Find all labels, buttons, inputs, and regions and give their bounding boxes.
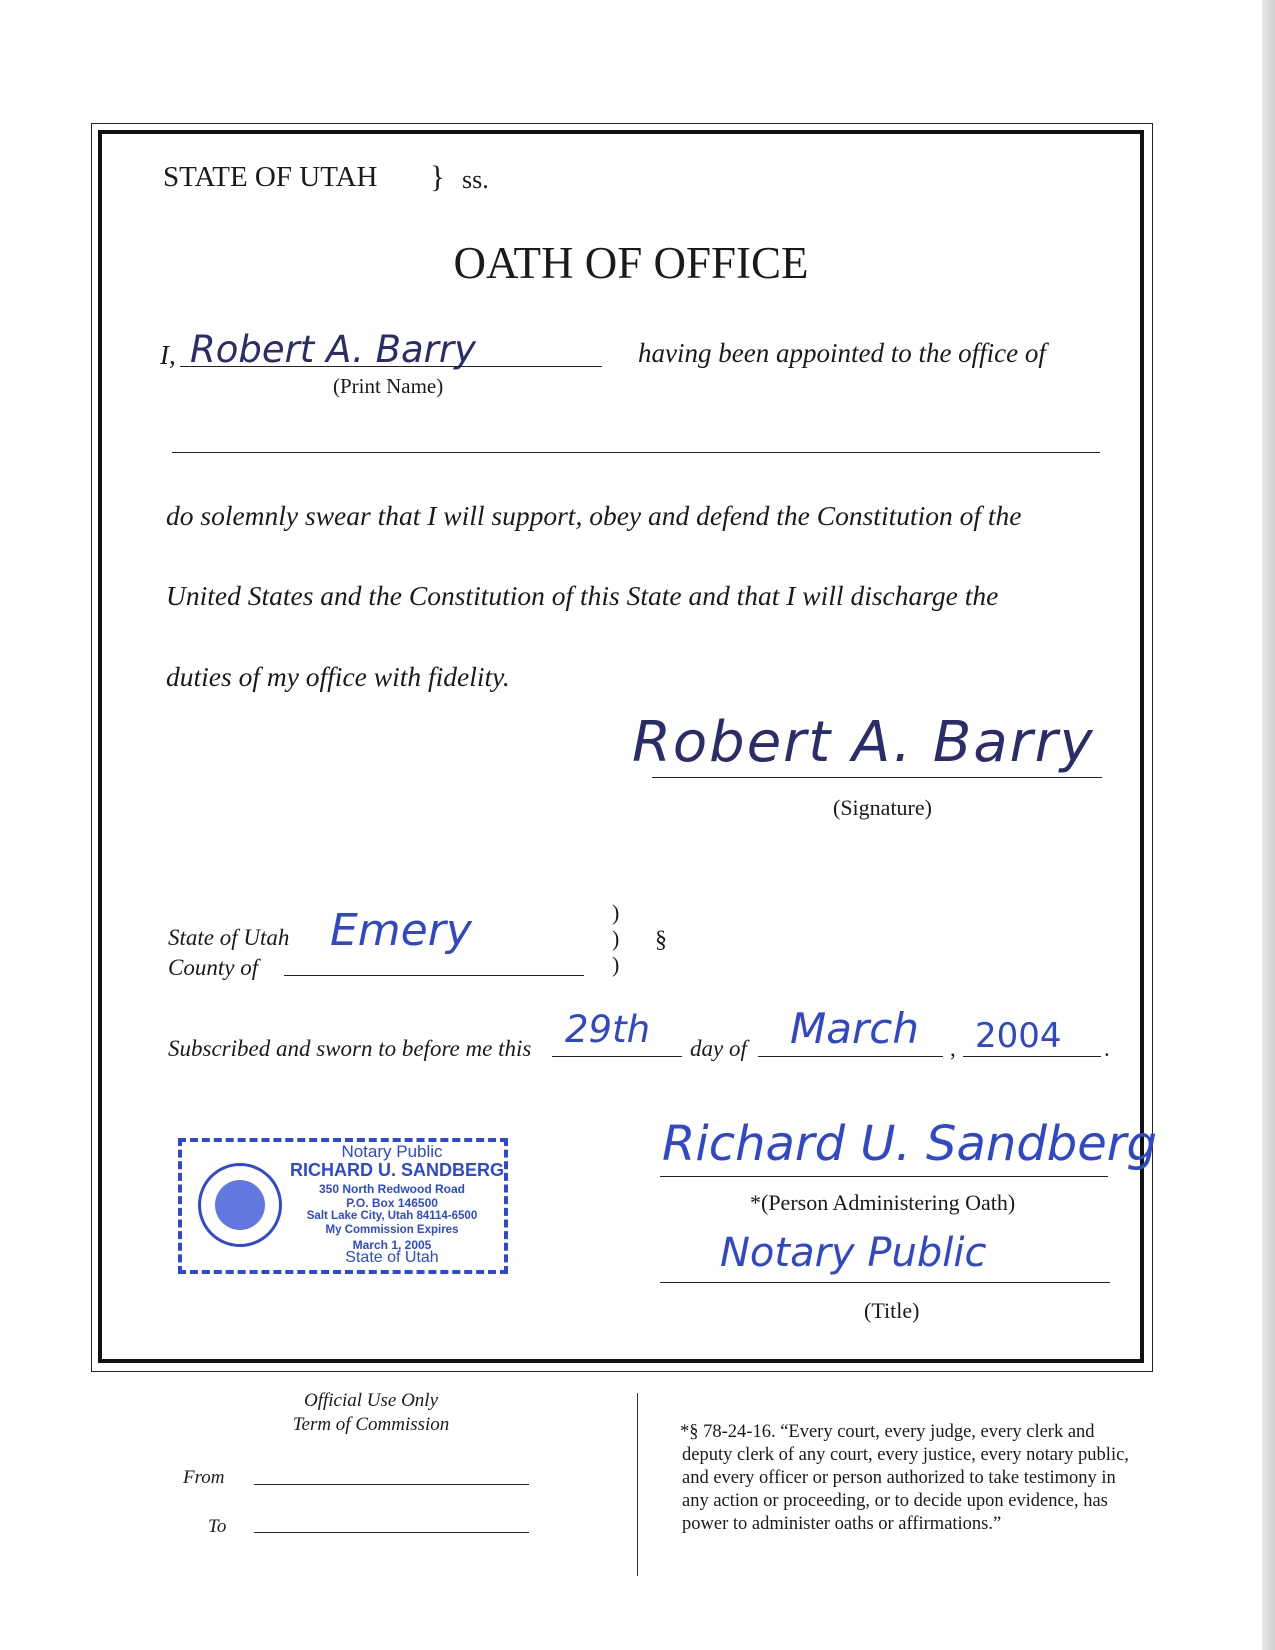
paren-3: ) bbox=[612, 952, 620, 977]
state-heading: STATE OF UTAH bbox=[163, 161, 378, 193]
administrator-signature-handwriting: Richard U. Sandberg bbox=[662, 1116, 1157, 1172]
state-brace: } bbox=[430, 159, 445, 194]
subscribed-text: Subscribed and sworn to before me this bbox=[168, 1036, 532, 1061]
term-of-commission-heading: Term of Commission bbox=[292, 1414, 450, 1435]
footnote-line-3: and every officer or person authorized to take testimony in bbox=[682, 1468, 1116, 1488]
stamp-line-2: RICHARD U. SANDBERG bbox=[290, 1160, 505, 1180]
county-line bbox=[284, 975, 584, 976]
stamp-line-4: P.O. Box 146500 bbox=[346, 1196, 438, 1210]
oath-body-line-2: United States and the Constitution of this State and that I will discharge the bbox=[166, 580, 999, 611]
title-label: (Title) bbox=[864, 1298, 920, 1323]
administrator-line bbox=[660, 1176, 1108, 1177]
print-name-line bbox=[180, 366, 602, 367]
ss-label: ss. bbox=[462, 165, 489, 194]
day-of-text: day of bbox=[690, 1036, 747, 1061]
from-line bbox=[254, 1484, 529, 1485]
title-line bbox=[660, 1282, 1110, 1283]
footnote-line-2: deputy clerk of any court, every justice, every notary public, bbox=[682, 1445, 1129, 1465]
oath-prefix: I, bbox=[160, 340, 176, 370]
footnote-line-4: any action or proceeding, or to decide upon evidence, has bbox=[682, 1491, 1108, 1511]
page-title: OATH OF OFFICE bbox=[453, 238, 809, 288]
comma: , bbox=[950, 1036, 956, 1061]
oath-signature-handwriting: Robert A. Barry bbox=[632, 710, 1095, 775]
paren-2: ) bbox=[612, 926, 620, 951]
footnote-line-1: *§ 78-24-16. “Every court, every judge, every clerk and bbox=[680, 1422, 1095, 1442]
month-handwriting: March bbox=[790, 1004, 919, 1053]
state-seal-icon bbox=[198, 1163, 282, 1247]
administrator-label: *(Person Administering Oath) bbox=[750, 1190, 1016, 1215]
oath-body-line-3: duties of my office with fidelity. bbox=[166, 661, 510, 692]
oath-body-line-1: do solemnly swear that I will support, obey and defend the Constitution of the bbox=[166, 500, 1022, 531]
stamp-line-7: March 1, 2005 bbox=[352, 1238, 432, 1252]
stamp-line-5: Salt Lake City, Utah 84114-6500 bbox=[306, 1210, 478, 1222]
notary-stamp bbox=[178, 1138, 504, 1270]
day-handwriting: 29th bbox=[565, 1008, 651, 1051]
footer-divider bbox=[637, 1393, 638, 1576]
paren-1: ) bbox=[612, 900, 620, 925]
print-name-handwriting: Robert A. Barry bbox=[190, 328, 476, 371]
section-symbol: § bbox=[655, 927, 667, 953]
jurat-county-label: County of bbox=[168, 955, 259, 980]
appointed-text: having been appointed to the office of bbox=[638, 338, 1046, 368]
stamp-line-3: 350 North Redwood Road bbox=[318, 1182, 465, 1196]
month-line bbox=[758, 1056, 943, 1057]
page-edge-shadow bbox=[1262, 0, 1275, 1650]
print-name-label: (Print Name) bbox=[333, 374, 444, 398]
county-handwriting: Emery bbox=[330, 905, 472, 956]
official-use-heading: Official Use Only bbox=[303, 1390, 439, 1411]
to-label: To bbox=[208, 1516, 227, 1537]
jurat-state-label: State of Utah bbox=[168, 925, 290, 950]
stamp-line-1: Notary Public bbox=[341, 1142, 443, 1161]
stamp-line-8: State of Utah bbox=[345, 1249, 439, 1266]
signature-label: (Signature) bbox=[833, 795, 932, 820]
day-line bbox=[552, 1056, 682, 1057]
from-label: From bbox=[183, 1467, 225, 1488]
year-line bbox=[963, 1056, 1101, 1057]
office-line bbox=[172, 452, 1100, 453]
signature-line bbox=[652, 777, 1102, 778]
stamp-line-6: My Commission Expires bbox=[325, 1224, 459, 1236]
footnote-line-5: power to administer oaths or affirmations.” bbox=[682, 1514, 1002, 1534]
period: . bbox=[1104, 1036, 1110, 1061]
year-handwriting: 2004 bbox=[975, 1016, 1062, 1056]
to-line bbox=[254, 1532, 529, 1533]
title-handwriting: Notary Public bbox=[720, 1230, 987, 1276]
